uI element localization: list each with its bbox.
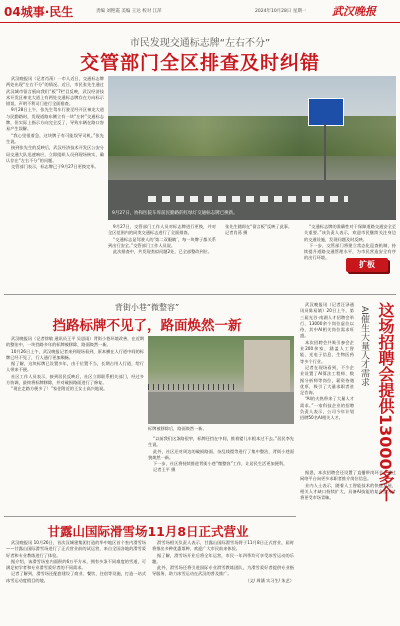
story2-col1	[6, 336, 144, 393]
paragraph: 滑雪场相关负责人表示，甘露山国际滑雪场将于11月8日正式营业，届时将推出多种优惠票种，欢迎广大市民前来体验。	[152, 540, 294, 552]
paragraph: 交管部门表示，标志牌已于9月27日更换完毕。	[11, 164, 99, 170]
paragraph: “以前我们这条路很窄，标牌还挡在中间，推着婴儿车根本过不去。”居民李先生说。	[148, 436, 294, 448]
story4-col2	[152, 540, 294, 584]
story1-photo	[108, 76, 396, 220]
expand-badge	[346, 258, 388, 272]
staff-credits: 责编 刘艳霞 美编 王达 校对 江萍	[96, 9, 162, 14]
page-label: 04城事·民生	[4, 5, 74, 19]
story2-photo-caption: 标牌被移除后，路面焕然一新。	[148, 426, 207, 431]
paragraph: 张先生随即在“留言板”反映了此事。	[225, 224, 293, 229]
paragraph: 此外，滑雪场还将引进国际专业滑雪教练团队，为滑雪爱好者提供专业指导服务，助力冰雪运动在武汉的普及推广。	[152, 565, 294, 577]
story1-col1	[6, 76, 104, 170]
story2-col2	[148, 436, 294, 474]
story4-headline: 甘露山国际滑雪场11月8日正式营业	[47, 524, 249, 539]
story4-credit: （文/ 周涵 实习生/ 朱艺）	[245, 577, 294, 583]
story4-col1	[6, 540, 146, 584]
fence	[148, 384, 238, 390]
paragraph: “AI的火热带来了大量人才需求。”一家科技企业的招聘负责人表示，公司今年计划招聘50名AI相关人才。	[300, 396, 354, 421]
story3-body	[300, 302, 354, 422]
paragraph: 本次招聘会共吸引参会企业200余家，涵盖人工智能、光电子信息、生物医药等多个行业。	[300, 339, 354, 364]
paragraph: 此外，社区还对周边的破损路面、杂乱线缆等进行了集中整治，背街小巷面貌焕然一新。	[148, 448, 294, 460]
photo-credit: 记者肖荡 摄	[225, 230, 248, 236]
traffic-sign	[308, 98, 344, 126]
sign-pole	[324, 124, 326, 184]
story2-photo	[148, 336, 294, 424]
paragraph: “我心里很着急，这块牌子有可能误导司机。”张先生说。	[6, 132, 104, 144]
story1-kicker: 市民发现交通标志牌“左右不分”	[129, 38, 271, 49]
paragraph: 9月28日上午，张先生驾车行驶至经开区神龙大道与民勤路时，发现道路东侧立有一块“左转”交通标志牌，但实际上指示方向完全反了，导致车辆在路口容易产生误解。	[6, 107, 104, 132]
paragraph: 此次排查中，共发现类似问题2处，已全部整改到位。	[113, 249, 213, 255]
story3-vertical-headline: 这场招聘会提供13000多个	[376, 302, 395, 502]
photo-caption: 9月27日，协和医院车库前民勤路的红绿灯交通标志牌已换新。	[112, 211, 238, 216]
paragraph: “交通标志是驾驶人的‘第二双眼睛’，每一块牌子都关系到出行安全。”交管部门工作人员说。	[108, 236, 216, 248]
paragraph: 武汉晚报讯（记者汪泽通讯员陈易婧）20日上午，第三届光谷·南湖人才招聘会举行，13000余个岗位虚位以待，其中AI相关岗位需求旺盛。	[300, 302, 354, 339]
divider	[4, 294, 396, 295]
story3-body-lower	[300, 470, 396, 501]
paragraph: 社区工作人员表示，接到居民反映后，社区立即联系相关部门，经过多方协调，最终将标牌移除，并对破损路面进行了修复。	[6, 373, 144, 386]
paragraph: 武汉晚报讯（记者肖荡）一市人近日，交通标志牌两处出现“左右不分”的情况。近日，市民张先生通过武汉城市留言板向我们“板”7栏目反映，武汉经济技术开发区神龙大道上有两处交通标志牌存在方向标示错误，声明不利司门进行全面排查。	[6, 76, 104, 107]
paragraph: 据介绍，该滑雪场室内面积约6万平方米，拥有多条不同难度的雪道，可满足初学者和专业滑雪爱好者的不同需求。	[6, 558, 146, 571]
story3-sub-headline: AI催生大量人才需求	[359, 306, 369, 387]
paragraph: 下一步，社区将持续推进背街小巷“微整容”工作，让居民生活更加便利。	[153, 461, 288, 467]
paragraph: 据了解，这块标牌已设置多年，由于位置不当，长期占用人行道，给行人带来不便。	[6, 361, 144, 373]
paragraph: 武汉晚报讯（记者徐敏 通讯员王平 吴思雨）背街小巷环境改善，在近期的整治中，一块挡路多年的标牌被移除，路面焕然一新。	[6, 336, 144, 348]
paragraph: 业内人士表示，随着人工智能技术的快速发展，相关人才缺口持续扩大，具备AI技能的复合型人才将更受市场青睐。	[300, 482, 396, 501]
paragraph: 10月26日上午，武汉晚报记者来到现场看到，原本横在人行道中间的标牌已经不见了，行人通行更加顺畅。	[6, 348, 144, 360]
paragraph: 接到张先生的反映后，武汉经济技术开发区公安分局交通大队迅速响应，立即组织人员到现场核实，确认存在“左右不分”的问题。	[6, 145, 104, 163]
story1-col3	[304, 224, 396, 262]
story2-kicker: 背街小巷“微整容”	[114, 303, 180, 312]
story2-headline: 挡路标牌不见了，路面焕然一新	[52, 318, 242, 334]
crosswalk	[148, 196, 348, 202]
paragraph: “交通标志牌的准确性对于保障道路交通安全至关重要。”该负责人表示，欢迎市民继续关注身边的交通设施，发现问题及时反映。	[304, 224, 396, 242]
paragraph: 据悉，本次招聘会还设置了直播带岗环节，通过网络平台向更多求职者推介岗位信息。	[300, 470, 396, 482]
story1-headline: 交管部门全区排查及时纠错	[79, 52, 320, 74]
trees	[108, 116, 396, 156]
paragraph: 记者了解到，滑雪场还配套建设了商业、餐饮、住宿等设施，打造一站式冰雪运动度假目的地。	[6, 571, 146, 583]
issue-date: 2024年10月28日 星期一	[255, 9, 307, 14]
paragraph: 武汉晚报讯 10月26日，首次汉城建集团打造的华中地区首个室内滑雪场——甘露山国际滑雪场进行了正式营业前的试运营，来自全国各地的滑雪爱好者和专业教练进行了体验。	[6, 540, 146, 558]
sidewalk	[148, 392, 294, 424]
paper-name: 武汉晚报	[332, 5, 376, 18]
paragraph: “现在走路方便多了！”家住附近的王女士高兴地说。	[11, 386, 108, 392]
page-header	[0, 0, 400, 23]
paragraph: 据了解，滑雪场开业后将全年运营，市民一年四季均可享受冰雪运动的乐趣。	[152, 552, 294, 564]
paragraph: 9月27日，交管部门工作人员对标志牌进行更换，并对全区范围内的同类交通标志进行了全面排查。	[108, 224, 216, 236]
story1-col-middle	[220, 224, 300, 237]
building	[244, 340, 290, 394]
paragraph: 记者在现场看到，不少企业设置了AI算法工程师、数据分析师等岗位，薪资待遇优厚，吸引了大量求职者驻足咨询。	[300, 364, 354, 396]
photo-credit: 记者王平 摄	[153, 467, 176, 473]
badge-label: 扩板	[359, 260, 375, 269]
divider	[4, 516, 296, 517]
story1-col2	[108, 224, 216, 255]
paragraph: 下一步，交管部门将建立常态化巡查机制，持续提升道路交通管理水平，为市民营造安全有序的出行环境。	[304, 242, 396, 261]
